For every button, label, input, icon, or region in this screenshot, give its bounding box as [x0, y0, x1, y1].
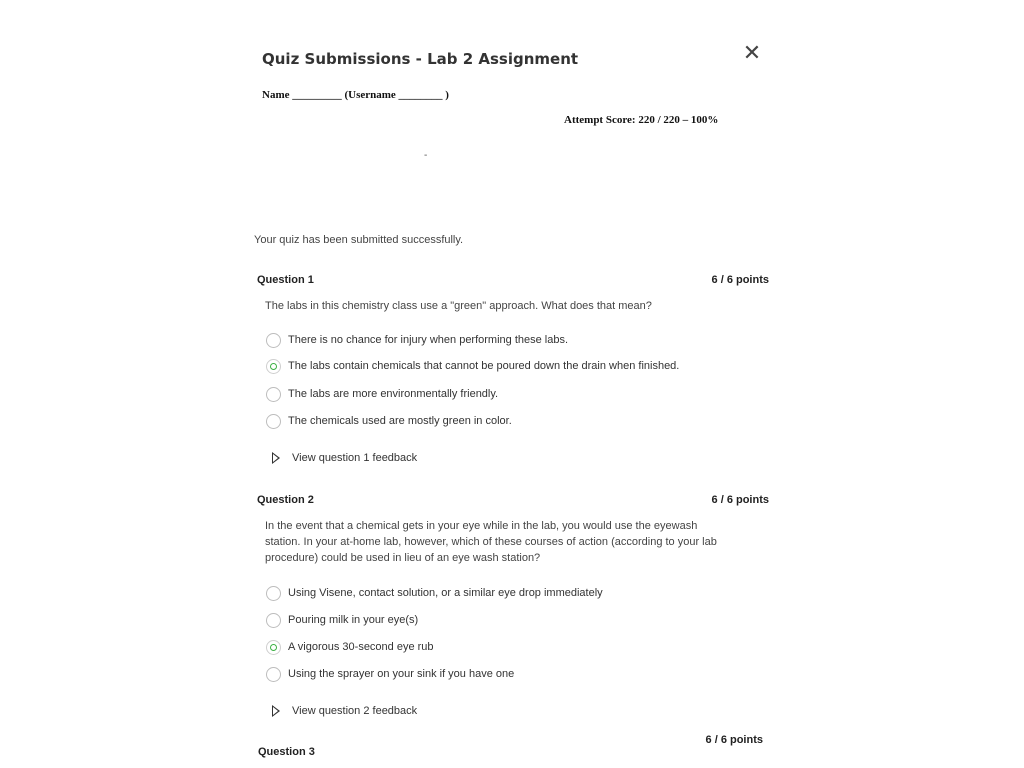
radio-button[interactable] [266, 387, 281, 402]
radio-button-selected[interactable] [266, 640, 281, 655]
question-2-feedback-toggle[interactable] [272, 705, 417, 717]
attempt-score: Attempt Score: 220 / 220 – 100% [564, 114, 719, 126]
option-label: Pouring milk in your eye(s) [288, 614, 419, 626]
radio-button[interactable] [266, 414, 281, 429]
question-2-points: 6 / 6 points [711, 494, 769, 506]
option-label: The labs contain chemicals that cannot be poured down the drain when finished. [288, 360, 680, 372]
radio-button[interactable] [266, 667, 281, 682]
question-1-option-2[interactable] [266, 357, 679, 375]
triangle-right-icon [272, 705, 280, 717]
submission-status: Your quiz has been submitted successfully. [254, 234, 464, 246]
question-1-option-1[interactable] [266, 331, 568, 349]
feedback-label: View question 2 feedback [292, 705, 418, 717]
question-3-label: Question 3 [258, 746, 315, 758]
question-1-option-4[interactable] [266, 412, 512, 430]
question-1-label: Question 1 [257, 274, 314, 286]
radio-button[interactable] [266, 613, 281, 628]
question-2-label: Question 2 [257, 494, 314, 506]
question-1-points: 6 / 6 points [711, 274, 769, 286]
option-label: The labs are more environmentally friendly. [288, 388, 499, 400]
radio-button[interactable] [266, 333, 281, 348]
dialog-title: Quiz Submissions - Lab 2 Assignment [262, 50, 579, 68]
question-1-option-3[interactable] [266, 385, 498, 403]
option-label: Using Visene, contact solution, or a similar eye drop immediately [288, 587, 603, 599]
radio-button[interactable] [266, 586, 281, 601]
question-3-points: 6 / 6 points [705, 734, 763, 746]
option-label: A vigorous 30-second eye rub [288, 641, 434, 653]
question-2-option-1[interactable] [266, 584, 603, 602]
feedback-label: View question 1 feedback [292, 452, 418, 464]
dash-mark: - [424, 150, 428, 161]
question-2-text-line-2: station. In your at-home lab, however, which of these courses of action (according to your lab [265, 536, 717, 548]
radio-button-selected[interactable] [266, 359, 281, 374]
name-username-line: Name _________ (Username ________ ) [262, 89, 449, 101]
question-2-text-line-1: In the event that a chemical gets in your eye while in the lab, you would use the eyewash [265, 520, 698, 532]
question-2-text [265, 518, 717, 566]
question-2-text-line-3: procedure) could be used in lieu of an eye wash station? [265, 552, 541, 564]
question-1-text: The labs in this chemistry class use a "green" approach. What does that mean? [265, 300, 652, 312]
question-2-option-2[interactable] [266, 611, 418, 629]
option-label: The chemicals used are mostly green in color. [288, 415, 512, 427]
close-icon[interactable]: ✕ [742, 40, 762, 65]
question-2-option-4[interactable] [266, 665, 514, 683]
question-2-option-3[interactable] [266, 638, 434, 656]
question-1-feedback-toggle[interactable] [272, 452, 417, 464]
option-label: Using the sprayer on your sink if you have one [288, 668, 515, 680]
option-label: There is no chance for injury when performing these labs. [288, 334, 569, 346]
triangle-right-icon [272, 452, 280, 464]
